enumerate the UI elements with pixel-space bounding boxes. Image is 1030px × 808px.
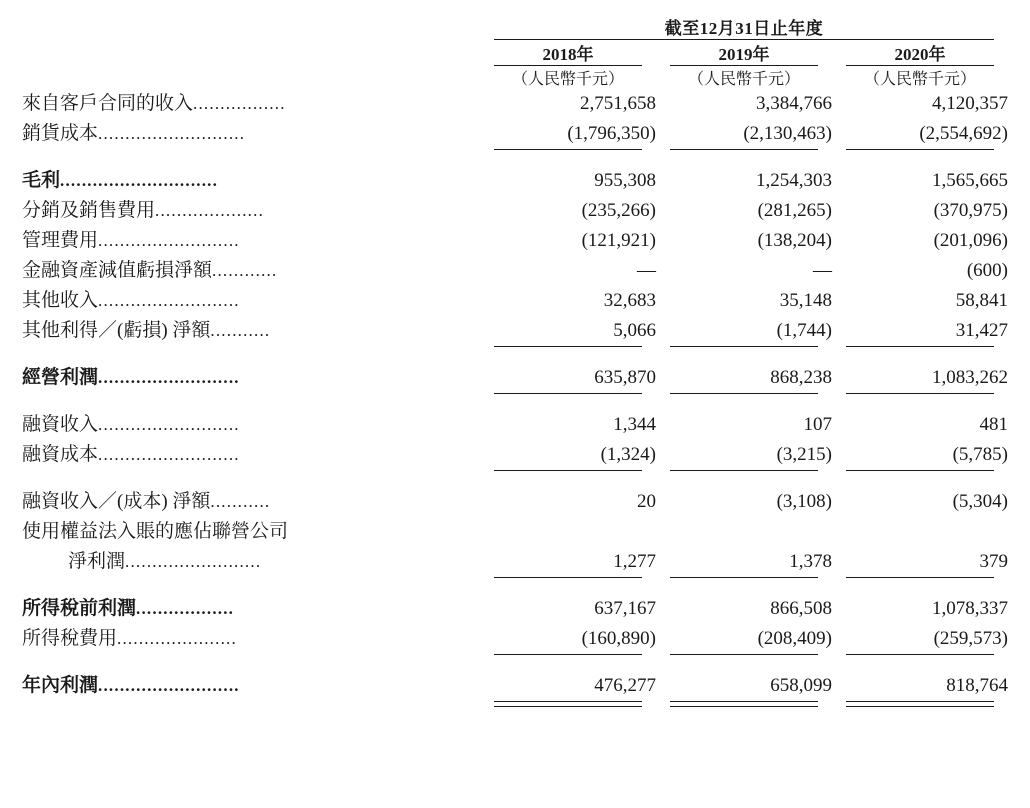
table-row xyxy=(22,671,1008,701)
income-statement-table xyxy=(22,14,1008,707)
row-value-associates-line1-2020 xyxy=(832,517,1008,547)
row-value-pretax-profit-2020: 1,078,337 xyxy=(932,598,1009,619)
leader-dots: ........................... xyxy=(98,124,246,143)
row-value-cost-of-sales-2020: (2,554,692) xyxy=(919,123,1009,144)
spacer-cell xyxy=(656,394,832,410)
row-value-net-profit-2019: 658,099 xyxy=(770,675,832,696)
row-value-impairment-2019: — xyxy=(813,260,832,281)
row-label-text: 融資成本 xyxy=(22,444,99,465)
row-label-text: 經營利潤 xyxy=(22,367,99,388)
row-value-operating-profit-2018: 635,870 xyxy=(594,367,656,388)
row-value-pretax-profit-2018: 637,167 xyxy=(594,598,656,619)
row-label-text: 分銷及銷售費用 xyxy=(22,200,156,221)
column-header-year-2019: 2019年 xyxy=(718,45,770,64)
table-row xyxy=(22,487,1008,517)
row-value-finance-net-2019: (3,108) xyxy=(776,491,832,512)
row-value-impairment-2018: — xyxy=(637,260,656,281)
row-value-associates-line1-2018 xyxy=(480,517,656,547)
row-value-associates-2020: 379 xyxy=(979,551,1009,572)
row-value-gross-profit-2018: 955,308 xyxy=(594,170,656,191)
table-row xyxy=(22,196,1008,226)
row-label-text: 所得稅前利潤 xyxy=(22,598,137,619)
row-value-selling-expenses-2019: (281,265) xyxy=(757,200,832,221)
spacer-cell xyxy=(480,347,656,363)
spacer-cell xyxy=(480,394,656,410)
row-label-net-profit xyxy=(22,671,480,701)
row-value-admin-expenses-2019: (138,204) xyxy=(757,230,832,251)
spacer-row xyxy=(22,394,1008,410)
table-row xyxy=(22,256,1008,286)
spacer-cell xyxy=(832,394,1008,410)
row-label-text: 其他利得／(虧損) 淨額 xyxy=(22,320,211,341)
row-label-revenue xyxy=(22,89,480,119)
double-rule-after-net-profit xyxy=(22,701,1008,707)
row-value-operating-profit-2019: 868,238 xyxy=(770,367,832,388)
table-header-period-row xyxy=(22,14,1008,39)
table-row xyxy=(22,166,1008,196)
row-value-other-income-2018: 32,683 xyxy=(603,290,656,311)
row-value-finance-cost-2019: (3,215) xyxy=(776,444,832,465)
row-label-text: 其他收入 xyxy=(22,290,99,311)
leader-dots: ............ xyxy=(212,261,278,280)
row-value-net-profit-2020: 818,764 xyxy=(946,675,1009,696)
row-label-text: 融資收入 xyxy=(22,414,99,435)
table-row xyxy=(22,440,1008,470)
double-rule-spacer xyxy=(22,701,480,707)
row-value-finance-income-2020: 481 xyxy=(979,414,1009,435)
row-label-associates-line2 xyxy=(22,547,480,577)
row-label-text: 淨利潤 xyxy=(68,551,126,572)
spacer-cell xyxy=(22,394,480,410)
row-label-cost-of-sales xyxy=(22,119,480,149)
period-title: 截至12月31日止年度 xyxy=(664,19,824,38)
row-value-revenue-2018: 2,751,658 xyxy=(580,93,656,114)
row-label-pretax-profit xyxy=(22,594,480,624)
row-label-operating-profit xyxy=(22,363,480,393)
row-value-cost-of-sales-2018: (1,796,350) xyxy=(567,123,656,144)
row-value-selling-expenses-2018: (235,266) xyxy=(581,200,656,221)
row-label-admin-expenses xyxy=(22,226,480,256)
spacer-cell xyxy=(832,578,1008,594)
row-value-associates-2018: 1,277 xyxy=(613,551,656,572)
row-value-finance-net-2018: 20 xyxy=(637,491,656,512)
row-label-income-tax xyxy=(22,624,480,654)
spacer-cell xyxy=(22,347,480,363)
row-label-text: 年內利潤 xyxy=(22,675,99,696)
row-label-finance-income xyxy=(22,410,480,440)
row-value-associates-line1-2019 xyxy=(656,517,832,547)
table-row xyxy=(22,547,1008,577)
row-label-selling-expenses xyxy=(22,196,480,226)
leader-dots: ............................. xyxy=(60,171,219,190)
spacer-cell xyxy=(22,150,480,166)
row-value-net-profit-2018: 476,277 xyxy=(594,675,656,696)
row-value-admin-expenses-2020: (201,096) xyxy=(933,230,1009,251)
row-label-gross-profit xyxy=(22,166,480,196)
table-row xyxy=(22,226,1008,256)
row-value-finance-cost-2018: (1,324) xyxy=(600,444,656,465)
row-label-associates-line1: 使用權益法入賬的應佔聯營公司 xyxy=(22,521,289,542)
spacer-cell xyxy=(480,655,656,671)
row-value-gross-profit-2020: 1,565,665 xyxy=(932,170,1009,191)
leader-dots: .................... xyxy=(155,201,265,220)
double-rule-2018 xyxy=(480,701,656,707)
row-label-finance-cost xyxy=(22,440,480,470)
header-spacer xyxy=(22,14,480,39)
spacer-row xyxy=(22,471,1008,487)
double-rule-2019 xyxy=(656,701,832,707)
leader-dots: ...................... xyxy=(117,629,237,648)
row-label-impairment xyxy=(22,256,480,286)
leader-dots: .......................... xyxy=(98,445,240,464)
spacer-cell xyxy=(480,578,656,594)
spacer-row xyxy=(22,347,1008,363)
table-row xyxy=(22,286,1008,316)
leader-dots: .......................... xyxy=(98,368,240,387)
row-value-operating-profit-2020: 1,083,262 xyxy=(932,367,1009,388)
row-label-other-gains-losses xyxy=(22,316,480,346)
table-row xyxy=(22,119,1008,149)
column-header-year-2018: 2018年 xyxy=(542,45,594,64)
table-row xyxy=(22,410,1008,440)
column-unit-2019: （人民幣千元） xyxy=(687,71,800,88)
row-value-impairment-2020: (600) xyxy=(966,260,1009,281)
table-row xyxy=(22,624,1008,654)
row-value-finance-cost-2020: (5,785) xyxy=(952,444,1009,465)
spacer-cell xyxy=(656,347,832,363)
spacer-cell xyxy=(832,150,1008,166)
row-value-finance-income-2019: 107 xyxy=(803,414,832,435)
row-value-revenue-2019: 3,384,766 xyxy=(756,93,832,114)
spacer-cell xyxy=(22,471,480,487)
spacer-cell xyxy=(22,655,480,671)
row-label-text: 金融資產減值虧損淨額 xyxy=(22,260,213,281)
leader-dots: .......................... xyxy=(98,676,240,695)
table-row xyxy=(22,89,1008,119)
row-label-other-income xyxy=(22,286,480,316)
column-unit-2020: （人民幣千元） xyxy=(864,71,977,88)
row-label-text: 所得稅費用 xyxy=(22,628,118,649)
spacer-cell xyxy=(832,655,1008,671)
spacer-row xyxy=(22,655,1008,671)
row-value-revenue-2020: 4,120,357 xyxy=(932,93,1009,114)
column-header-year-2020: 2020年 xyxy=(894,45,946,64)
spacer-cell xyxy=(656,471,832,487)
spacer-cell xyxy=(832,471,1008,487)
years-spacer xyxy=(22,40,480,65)
row-value-other-gains-losses-2019: (1,744) xyxy=(776,320,832,341)
leader-dots: .................. xyxy=(136,599,235,618)
leader-dots: ........... xyxy=(210,492,271,511)
leader-dots: ......................... xyxy=(125,552,262,571)
row-value-other-income-2020: 58,841 xyxy=(955,290,1009,311)
row-value-admin-expenses-2018: (121,921) xyxy=(581,230,656,251)
row-value-other-gains-losses-2018: 5,066 xyxy=(613,320,656,341)
table-row xyxy=(22,316,1008,346)
table-row xyxy=(22,517,1008,547)
row-label-text: 融資收入／(成本) 淨額 xyxy=(22,491,211,512)
row-value-finance-income-2018: 1,344 xyxy=(613,414,656,435)
double-rule-2020 xyxy=(832,701,1008,707)
leader-dots: .......................... xyxy=(98,231,240,250)
row-label-finance-net xyxy=(22,487,480,517)
table-row xyxy=(22,594,1008,624)
spacer-row xyxy=(22,578,1008,594)
row-value-associates-2019: 1,378 xyxy=(789,551,832,572)
row-label-text: 管理費用 xyxy=(22,230,99,251)
table-row xyxy=(22,363,1008,393)
spacer-row xyxy=(22,150,1008,166)
row-value-income-tax-2020: (259,573) xyxy=(933,628,1009,649)
row-value-selling-expenses-2020: (370,975) xyxy=(933,200,1009,221)
row-value-income-tax-2018: (160,890) xyxy=(581,628,656,649)
row-value-finance-net-2020: (5,304) xyxy=(952,491,1009,512)
row-value-income-tax-2019: (208,409) xyxy=(757,628,832,649)
spacer-cell xyxy=(656,150,832,166)
table-header-units-row xyxy=(22,66,1008,89)
table-header-years-row xyxy=(22,40,1008,65)
row-value-other-income-2019: 35,148 xyxy=(779,290,832,311)
row-value-other-gains-losses-2020: 31,427 xyxy=(955,320,1009,341)
spacer-cell xyxy=(832,347,1008,363)
row-value-cost-of-sales-2019: (2,130,463) xyxy=(743,123,832,144)
column-unit-2018: （人民幣千元） xyxy=(511,71,624,88)
leader-dots: ................. xyxy=(193,94,286,113)
leader-dots: .......................... xyxy=(98,291,240,310)
spacer-cell xyxy=(480,471,656,487)
spacer-cell xyxy=(480,150,656,166)
row-label-text: 銷貨成本 xyxy=(22,123,99,144)
row-label-text: 來自客戶合同的收入 xyxy=(22,93,194,114)
leader-dots: ........... xyxy=(210,321,271,340)
spacer-cell xyxy=(656,578,832,594)
row-label-text: 毛利 xyxy=(22,170,61,191)
spacer-cell xyxy=(656,655,832,671)
leader-dots: .......................... xyxy=(98,415,240,434)
units-spacer xyxy=(22,66,480,89)
row-value-pretax-profit-2019: 866,508 xyxy=(770,598,832,619)
spacer-cell xyxy=(22,578,480,594)
row-value-gross-profit-2019: 1,254,303 xyxy=(756,170,832,191)
